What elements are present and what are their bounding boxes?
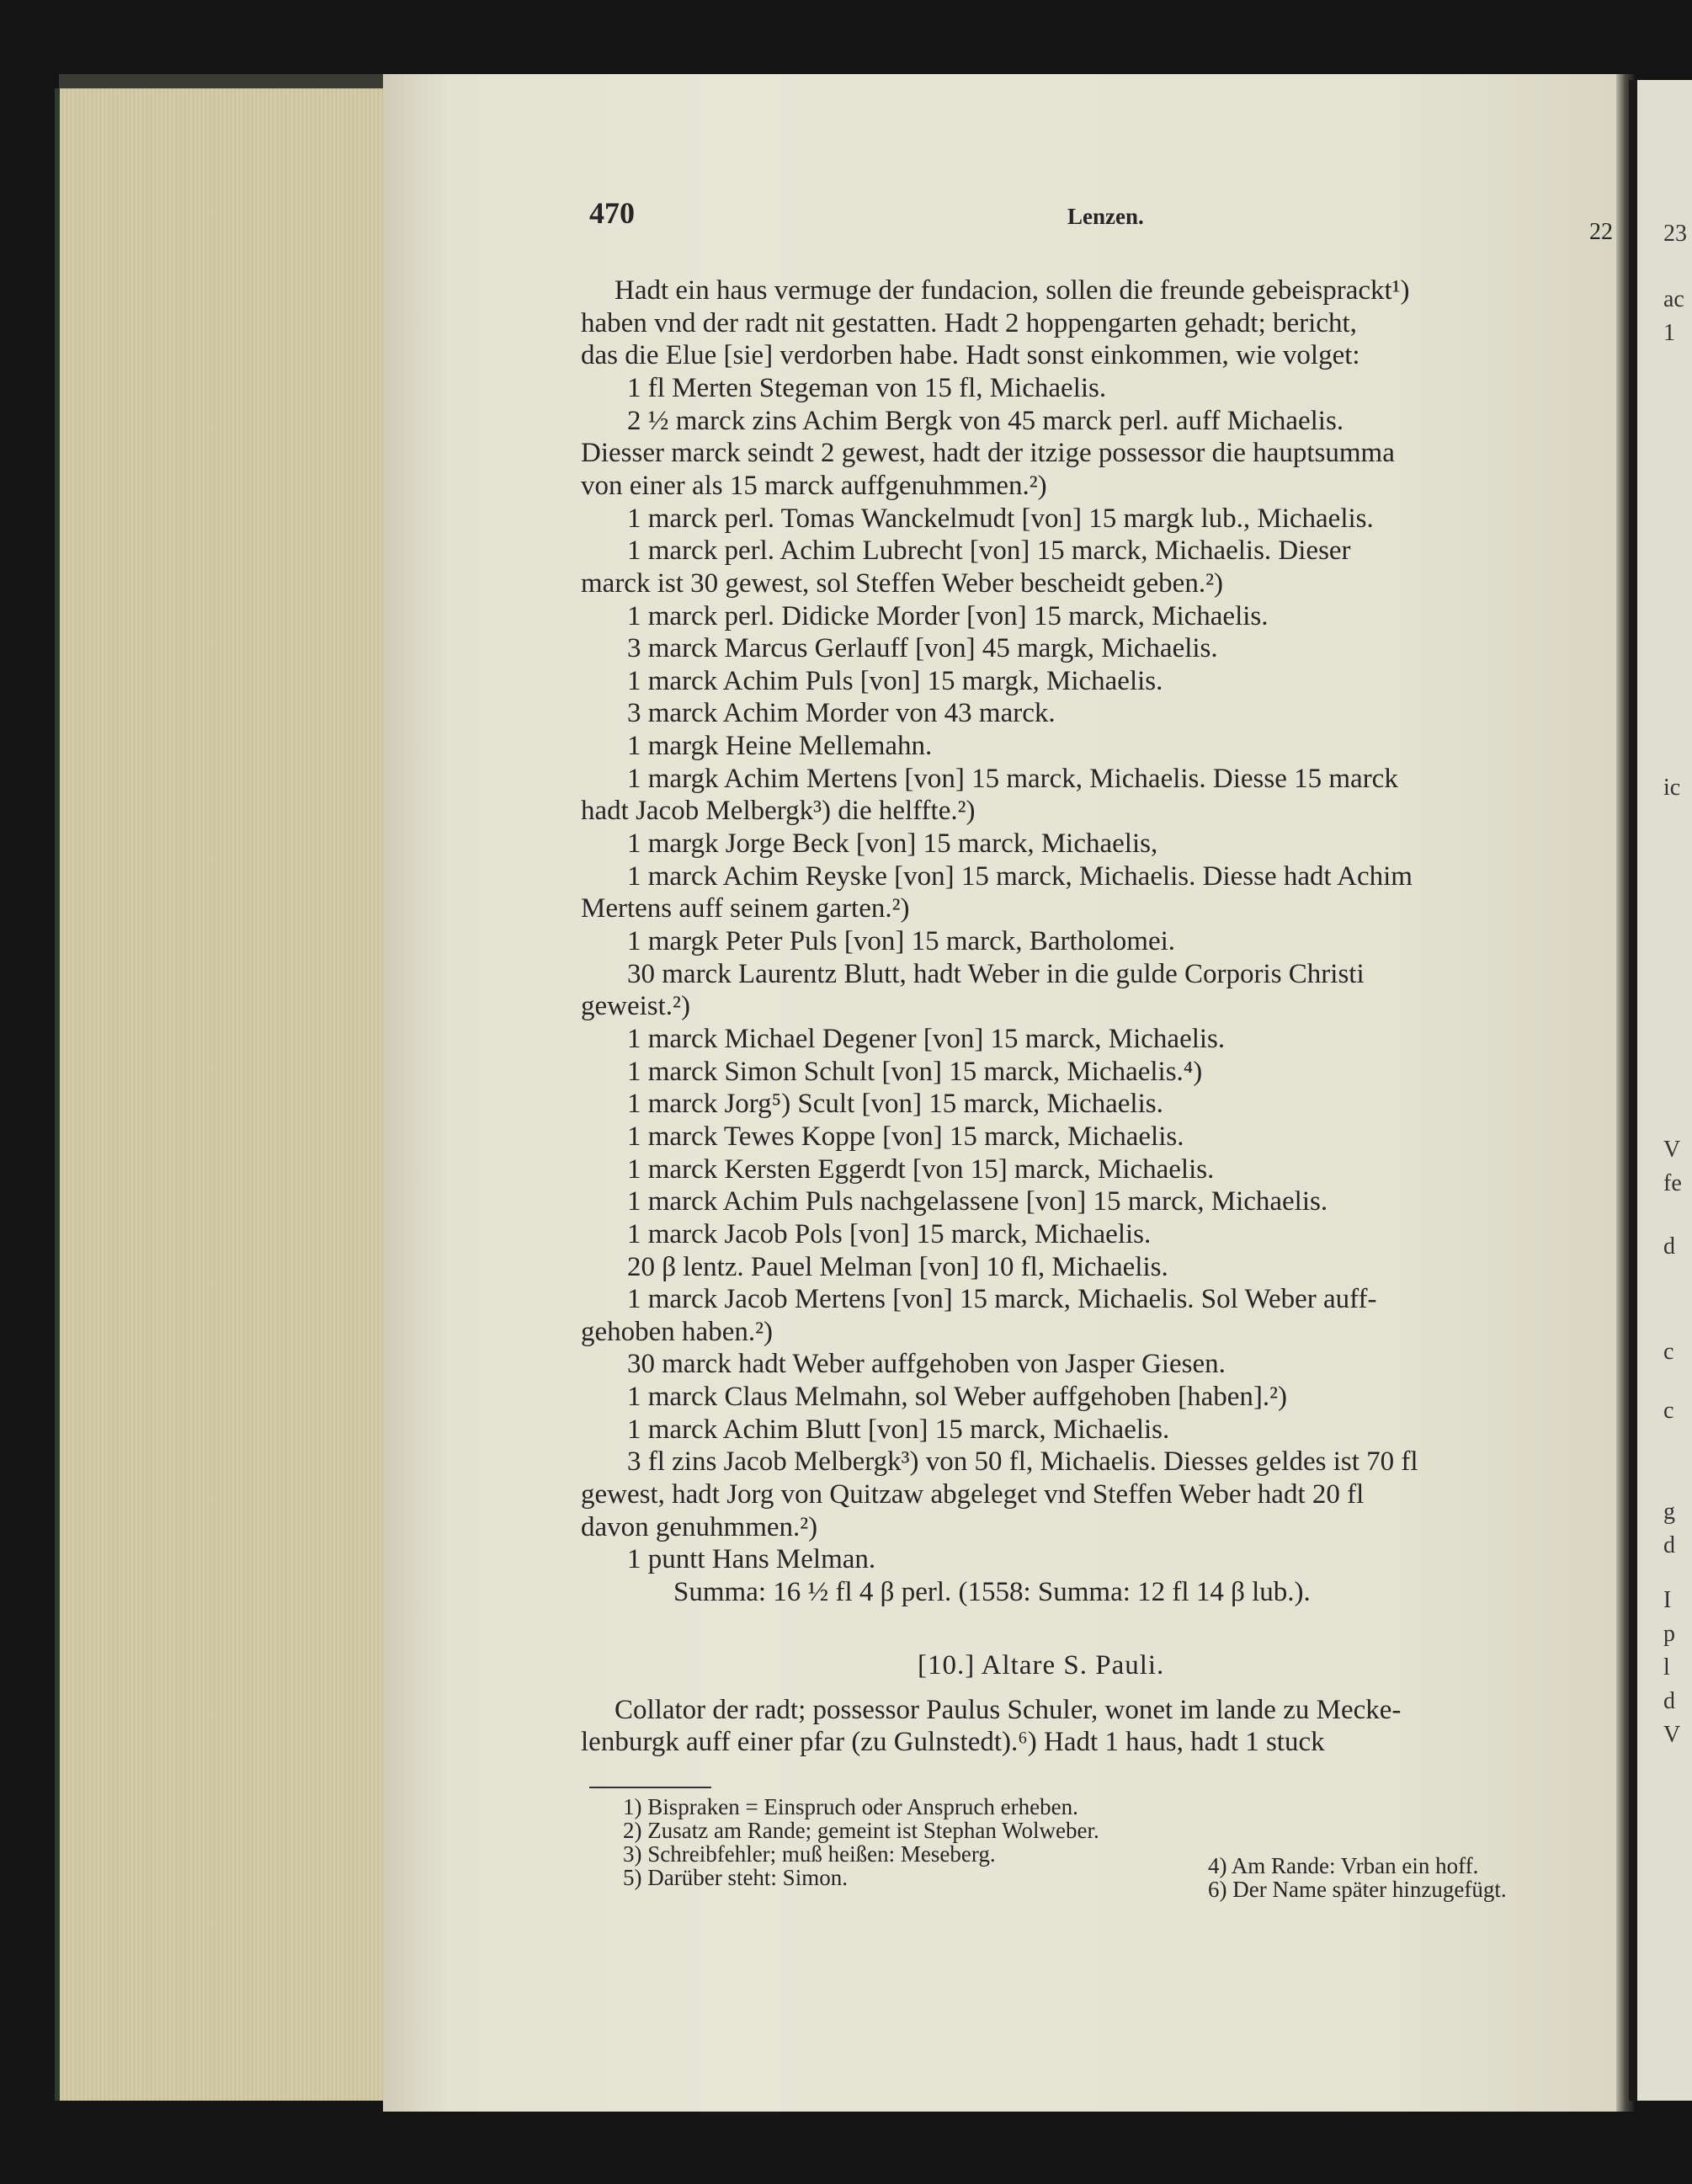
text-line: 1 marck Achim Reyske [von] 15 marck, Michaelis. Diesse hadt Achim	[627, 860, 1413, 892]
text-line: 3 fl zins Jacob Melbergk³) von 50 fl, Michaelis. Diesses geldes ist 70 fl	[627, 1446, 1418, 1478]
text-line: 1 marck perl. Didicke Morder [von] 15 marck, Michaelis.	[627, 600, 1269, 631]
text-line: marck ist 30 gewest, sol Steffen Weber bescheidt geben.²)	[581, 567, 1223, 599]
facing-page	[1629, 80, 1692, 2101]
text-line: 1 marck Achim Puls [von] 15 margk, Michaelis.	[627, 665, 1163, 696]
margin-number: 22	[1589, 219, 1613, 245]
text-line: haben vnd der radt nit gestatten. Hadt 2 hoppengarten gehadt; bericht,	[581, 307, 1357, 338]
text-line: 1 marck Michael Degener [von] 15 marck, Michaelis.	[627, 1023, 1226, 1054]
text-line: 1 marck Jacob Mertens [von] 15 marck, Michaelis. Sol Weber auff-	[627, 1284, 1377, 1315]
facing-page-fragment: l	[1663, 1654, 1670, 1681]
facing-page-fragment: 23	[1663, 221, 1687, 247]
text-line: 20 β lentz. Pauel Melman [von] 10 fl, Michaelis.	[627, 1251, 1168, 1282]
text-line: 1 marck Jorg⁵) Scult [von] 15 marck, Michaelis.	[627, 1089, 1163, 1120]
text-line: gehoben haben.²)	[581, 1316, 773, 1347]
text-line: 1 margk Heine Mellemahn.	[627, 731, 933, 762]
text-line: 3 marck Achim Morder von 43 marck.	[627, 698, 1056, 729]
footnote: 5) Darüber steht: Simon.	[623, 1865, 848, 1890]
facing-page-fragment: d	[1663, 1233, 1675, 1260]
footnote: 3) Schreibfehler; muß heißen: Meseberg.	[623, 1841, 996, 1867]
footnote: 2) Zusatz am Rande; gemeint ist Stephan Wolweber.	[623, 1818, 1099, 1843]
footnote-rule	[589, 1787, 711, 1788]
facing-page-fragment: c	[1663, 1398, 1674, 1424]
facing-page-fragment: V	[1663, 1137, 1681, 1163]
facing-page-fragment: g	[1663, 1499, 1675, 1525]
footnote: 1) Bispraken = Einspruch oder Anspruch erheben.	[623, 1794, 1078, 1819]
facing-page-fragment: 1	[1663, 320, 1675, 346]
text-line: 1 marck Tewes Koppe [von] 15 marck, Michaelis.	[627, 1121, 1184, 1152]
text-line: 30 marck Laurentz Blutt, hadt Weber in die gulde Corporis Christi	[627, 958, 1365, 989]
text-line: 1 margk Achim Mertens [von] 15 marck, Michaelis. Diesse 15 marck	[627, 763, 1398, 794]
footnote: 4) Am Rande: Vrban ein hoff.	[1208, 1853, 1479, 1878]
text-line: gewest, hadt Jorg von Quitzaw abgeleget vnd Steffen Weber hadt 20 fl	[581, 1479, 1365, 1510]
facing-page-fragment: V	[1663, 1722, 1681, 1748]
section-heading: [10.] Altare S. Pauli.	[918, 1650, 1165, 1681]
text-line: geweist.²)	[581, 991, 690, 1022]
text-line: 1 marck Jacob Pols [von] 15 marck, Michaelis.	[627, 1218, 1152, 1249]
text-line: Summa: 16 ½ fl 4 β perl. (1558: Summa: 12 fl 14 β lub.).	[673, 1577, 1311, 1607]
facing-page-fragment: d	[1663, 1688, 1675, 1714]
text-line: 1 marck Achim Blutt [von] 15 marck, Michaelis.	[627, 1414, 1170, 1445]
text-line: 1 marck Achim Puls nachgelassene [von] 15 marck, Michaelis.	[627, 1186, 1328, 1217]
section-text-line: Collator der radt; possessor Paulus Schuler, wonet im lande zu Mecke-	[615, 1695, 1402, 1725]
text-line: 1 marck perl. Tomas Wanckelmudt [von] 15 margk lub., Michaelis.	[627, 503, 1374, 534]
text-line: das die Elue [sie] verdorben habe. Hadt sonst einkommen, wie volget:	[581, 340, 1360, 371]
text-line: Mertens auff seinem garten.²)	[581, 893, 910, 924]
text-line: davon genuhmmen.²)	[581, 1511, 818, 1542]
text-line: 2 ½ marck zins Achim Bergk von 45 marck perl. auff Michaelis.	[627, 405, 1344, 436]
text-line: 1 marck Claus Melmahn, sol Weber auffgehoben [haben].²)	[627, 1382, 1288, 1413]
text-line: 1 margk Peter Puls [von] 15 marck, Bartholomei.	[627, 926, 1176, 956]
text-line: 30 marck hadt Weber auffgehoben von Jasper Giesen.	[627, 1349, 1226, 1380]
text-line: von einer als 15 marck auffgenuhmmen.²)	[581, 470, 1047, 501]
text-line: Hadt ein haus vermuge der fundacion, sollen die freunde gebeisprackt¹)	[615, 275, 1410, 306]
facing-page-fragment: d	[1663, 1532, 1675, 1558]
text-line: 1 puntt Hans Melman.	[627, 1544, 876, 1575]
facing-page-fragment: ic	[1663, 775, 1681, 801]
section-text-line: lenburgk auff einer pfar (zu Gulnstedt).⁶) Hadt 1 haus, hadt 1 stuck	[581, 1727, 1325, 1757]
text-line: 1 marck Kersten Eggerdt [von 15] marck, Michaelis.	[627, 1153, 1215, 1185]
running-title: Lenzen.	[1067, 204, 1144, 229]
footnote: 6) Der Name später hinzugefügt.	[1208, 1877, 1507, 1902]
facing-page-fragment: c	[1663, 1339, 1674, 1365]
text-line: 1 marck perl. Achim Lubrecht [von] 15 marck, Michaelis. Dieser	[627, 535, 1351, 567]
facing-page-fragment: I	[1663, 1587, 1672, 1613]
page-edges	[55, 88, 392, 2101]
text-line: 1 fl Merten Stegeman von 15 fl, Michaelis.	[627, 372, 1107, 403]
page-number: 470	[589, 196, 635, 230]
text-line: Diesser marck seindt 2 gewest, hadt der itzige possessor die hauptsumma	[581, 438, 1395, 469]
text-line: 3 marck Marcus Gerlauff [von] 45 margk, Michaelis.	[627, 633, 1218, 664]
facing-page-fragment: fe	[1663, 1170, 1682, 1196]
text-line: 1 margk Jorge Beck [von] 15 marck, Michaelis,	[627, 828, 1158, 860]
text-line: 1 marck Simon Schult [von] 15 marck, Michaelis.⁴)	[627, 1056, 1203, 1087]
facing-page-fragment: p	[1663, 1621, 1675, 1647]
facing-page-fragment: ac	[1663, 286, 1684, 312]
text-line: hadt Jacob Melbergk³) die helffte.²)	[581, 796, 976, 827]
